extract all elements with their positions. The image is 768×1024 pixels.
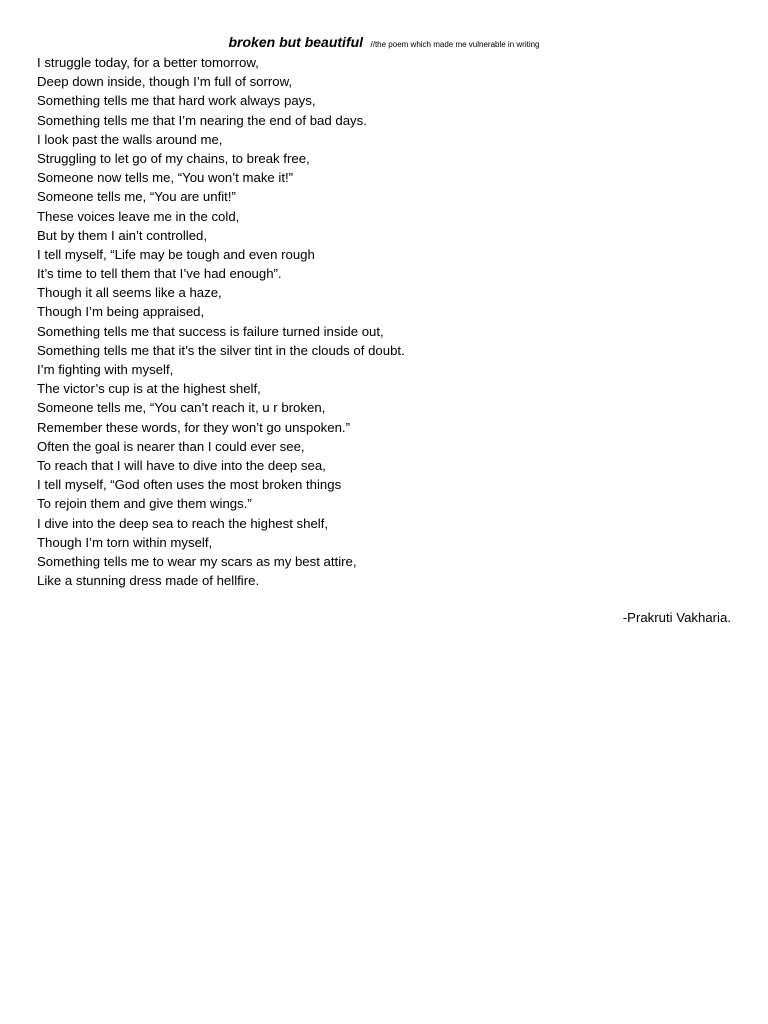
poem-line: I’m fighting with myself, <box>37 362 174 377</box>
poem-line: Though it all seems like a haze, <box>37 285 222 301</box>
poem-line: But by them I ain’t controlled, <box>37 227 208 243</box>
poem-line: Remember these words, for they won’t go unspoken.” <box>37 419 350 435</box>
poem-line: I look past the walls around me, <box>37 131 223 147</box>
poem-line: Like a stunning dress made of hellfire. <box>37 573 260 589</box>
poem-line: Someone tells me, “You are unfit!” <box>37 189 236 205</box>
poem-line: Someone now tells me, “You won’t make it!” <box>37 170 294 186</box>
poem-line: Deep down inside, though I’m full of sorrow, <box>37 74 293 90</box>
poem-line: I struggle today, for a better tomorrow, <box>37 55 259 70</box>
poem-line: These voices leave me in the cold, <box>37 208 240 224</box>
poem-line: Someone tells me, “You can’t reach it, u r broken, <box>37 400 326 416</box>
poem-line: Something tells me that it’s the silver tint in the clouds of doubt. <box>37 342 405 358</box>
poem-subtitle: //the poem which made me vulnerable in writing <box>370 40 540 49</box>
poem-line: Something tells me to wear my scars as my best attire, <box>37 553 357 569</box>
poem-title: broken but beautiful <box>228 34 364 50</box>
poem-line: To reach that I will have to dive into the deep sea, <box>37 457 326 473</box>
poem-line: The victor’s cup is at the highest shelf, <box>37 381 261 397</box>
author-signature: -Prakruti Vakharia. <box>622 610 731 625</box>
poem-line: Struggling to let go of my chains, to break free, <box>37 150 310 166</box>
poem-line: Something tells me that success is failure turned inside out, <box>37 323 384 339</box>
poem-line: Something tells me that I’m nearing the end of bad days. <box>37 112 367 128</box>
poem-line: Though I’m torn within myself, <box>37 534 213 550</box>
poem-line: Though I’m being appraised, <box>37 304 205 320</box>
poem-line: I tell myself, “God often uses the most broken things <box>37 477 342 493</box>
poem-line: Often the goal is nearer than I could ever see, <box>37 438 305 454</box>
poem-line: It’s time to tell them that I’ve had enough”. <box>37 266 282 282</box>
poem-line: Something tells me that hard work always pays, <box>37 93 316 109</box>
poem-line: To rejoin them and give them wings.” <box>37 496 252 512</box>
title-line <box>0 34 768 52</box>
poem-line: I dive into the deep sea to reach the highest shelf, <box>37 515 329 531</box>
poem-body <box>37 53 405 590</box>
poem-line: I tell myself, “Life may be tough and even rough <box>37 246 315 262</box>
